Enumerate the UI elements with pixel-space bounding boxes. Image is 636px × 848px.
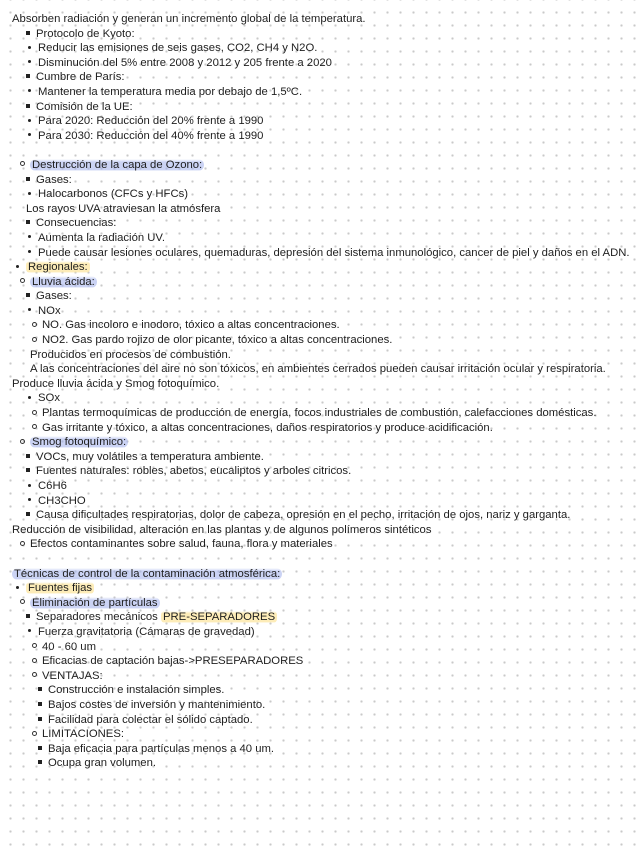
list-item: Gases:	[12, 173, 630, 188]
list-item: Comisión de la UE:	[12, 100, 630, 115]
dot-bullet-icon	[28, 60, 31, 63]
highlighted-heading: Técnicas de control de la contaminación atmosférica:	[14, 567, 281, 580]
dot-bullet-icon	[28, 119, 31, 122]
square-bullet-icon	[26, 454, 30, 458]
list-item: Fuentes naturales: robles, abetos, eucaliptos y arboles citricos.	[12, 464, 630, 479]
dot-bullet-icon	[28, 250, 31, 253]
list-item: Eficacias de captación bajas->PRESEPARADORES	[12, 654, 630, 669]
square-bullet-icon	[38, 702, 42, 706]
list-item: Reducir las emisiones de seis gases, CO2, CH4 y N2O.	[12, 41, 630, 56]
list-item: Gas irritante y tóxico, a altas concentraciones, daños respiratorios y produce acidificación.	[12, 421, 630, 436]
list-item: Facilidad para colectar el sólido captado.	[12, 713, 630, 728]
circle-bullet-icon	[32, 410, 37, 415]
circle-bullet-icon	[20, 599, 25, 604]
circle-bullet-icon	[20, 161, 25, 166]
list-item: SOx	[12, 391, 630, 406]
list-item: Aumenta la radiación UV.	[12, 231, 630, 246]
circle-bullet-icon	[20, 278, 25, 283]
circle-bullet-icon	[32, 424, 37, 429]
highlighted-heading: Regionales:	[28, 261, 88, 274]
list-item: NO2. Gas pardo rojizo de olor picante, tóxico a altas concentraciones.	[12, 333, 630, 348]
list-item: Gases:	[12, 289, 630, 304]
dot-bullet-icon	[16, 586, 19, 589]
circle-bullet-icon	[32, 337, 37, 342]
list-item: Para 2020: Reducción del 20% frente a 1990	[12, 114, 630, 129]
list-item: Protocolo de Kyoto:	[12, 27, 630, 42]
circle-bullet-icon	[20, 439, 25, 444]
dot-bullet-icon	[28, 133, 31, 136]
circle-bullet-icon	[32, 731, 37, 736]
highlighted-term: PRE-SEPARADORES	[162, 611, 276, 624]
list-item: Fuerza gravitatoria (Cámaras de gravedad)	[12, 625, 630, 640]
dot-bullet-icon	[16, 265, 19, 268]
square-bullet-icon	[26, 293, 30, 297]
list-item	[12, 275, 630, 290]
square-bullet-icon	[26, 104, 30, 108]
list-item: Plantas termoquímicas de producción de energía, focos industriales de combustión, calefacciones domésticas.	[12, 406, 630, 421]
list-item: Ocupa gran volumen.	[12, 756, 630, 771]
list-item	[12, 435, 630, 450]
text-line: Absorben radiación y generan un incremento global de la temperatura.	[12, 13, 366, 25]
dot-bullet-icon	[28, 484, 31, 487]
list-item	[12, 260, 630, 275]
list-item: Separadores mecánicos PRE-SEPARADORES	[12, 610, 630, 625]
dot-bullet-icon	[28, 192, 31, 195]
list-item: LIMITACIONES:	[12, 727, 630, 742]
highlighted-heading: Fuentes fijas	[28, 582, 93, 595]
circle-bullet-icon	[20, 541, 25, 546]
dot-bullet-icon	[28, 308, 31, 311]
dot-bullet-icon	[28, 629, 31, 632]
list-item: Halocarbonos (CFCs y HFCs)	[12, 187, 630, 202]
list-item: Efectos contaminantes sobre salud, fauna, flora y materiales	[12, 537, 630, 552]
square-bullet-icon	[38, 687, 42, 691]
list-item: Disminución del 5% entre 2008 y 2012 y 205 frente a 2020	[12, 56, 630, 71]
square-bullet-icon	[26, 614, 30, 618]
square-bullet-icon	[26, 31, 30, 35]
list-item: Baja eficacia para partículas menos a 40 um.	[12, 742, 630, 757]
circle-bullet-icon	[32, 643, 37, 648]
list-item: VENTAJAS:	[12, 669, 630, 684]
list-item: Construcción e instalación simples.	[12, 683, 630, 698]
list-item: NOx	[12, 304, 630, 319]
highlighted-heading: Smog fotoquímico:	[32, 436, 127, 449]
circle-bullet-icon	[32, 658, 37, 663]
highlighted-heading: Destrucción de la capa de Ozono:	[32, 158, 203, 171]
list-item: 40 - 60 um	[12, 640, 630, 655]
list-item: VOCs, muy volátiles a temperatura ambiente.	[12, 450, 630, 465]
notes-page	[12, 12, 630, 771]
list-item: Puede causar lesiones oculares, quemaduras, depresión del sistema inmunológico, cancer de piel y daños en el ADN.	[12, 246, 630, 261]
list-item: Cumbre de París:	[12, 70, 630, 85]
dot-bullet-icon	[28, 396, 31, 399]
text-line	[12, 567, 630, 582]
text-line: A las concentraciones del aire no son tóxicos, en ambientes cerrados pueden causar irritación ocular y respiratoria.	[30, 363, 606, 376]
circle-bullet-icon	[32, 322, 37, 327]
dot-bullet-icon	[28, 89, 31, 92]
list-item: Consecuencias:	[12, 216, 630, 231]
square-bullet-icon	[38, 746, 42, 750]
circle-bullet-icon	[32, 672, 37, 677]
square-bullet-icon	[26, 220, 30, 224]
list-item: NO. Gas incoloro e inodoro, tóxico a altas concentraciones.	[12, 318, 630, 333]
list-item: Para 2030: Reducción del 40% frente a 1990	[12, 129, 630, 144]
square-bullet-icon	[26, 468, 30, 472]
list-item	[12, 158, 630, 173]
highlighted-heading: Eliminación de partículas	[32, 596, 158, 609]
dot-bullet-icon	[28, 46, 31, 49]
dot-bullet-icon	[28, 235, 31, 238]
list-item: Bajos costes de inversión y mantenimiento.	[12, 698, 630, 713]
list-item: CH3CHO	[12, 494, 630, 509]
list-item: Causa dificultades respiratorias, dolor de cabeza, opresión en el pecho, irritación de ojos, nariz y garganta.	[12, 508, 630, 523]
text-line: Produce lluvia ácida y Smog fotoquímico.	[12, 377, 220, 390]
square-bullet-icon	[26, 512, 30, 516]
list-item	[12, 581, 630, 596]
square-bullet-icon	[26, 74, 30, 78]
list-item	[12, 596, 630, 611]
square-bullet-icon	[26, 177, 30, 181]
highlighted-heading: Lluvia ácida:	[32, 275, 95, 288]
square-bullet-icon	[38, 760, 42, 764]
text-line: Los rayos UVA atraviesan la atmósfera	[26, 202, 221, 215]
text-line: Producidos en procesos de combustión.	[30, 348, 231, 361]
list-item: Mantener la temperatura media por debajo de 1,5ºC.	[12, 85, 630, 100]
dot-bullet-icon	[28, 498, 31, 501]
text-line: Reducción de visibilidad, alteración en las plantas y de algunos polímeros sintéticos	[12, 523, 432, 536]
list-item: C6H6	[12, 479, 630, 494]
square-bullet-icon	[38, 717, 42, 721]
